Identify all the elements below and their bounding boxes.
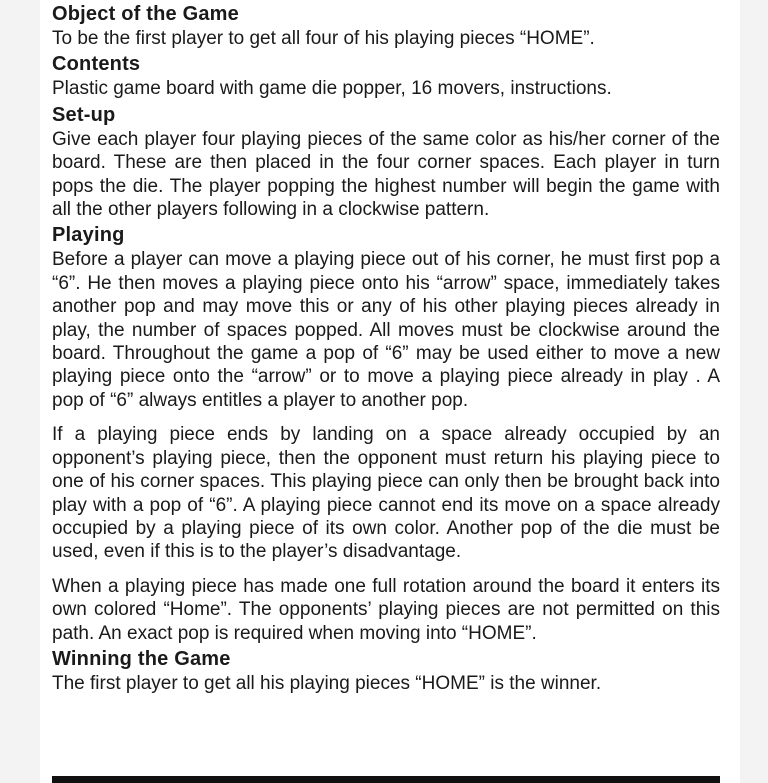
rules-text: [52, 2, 720, 695]
contents-paragraph: Plastic game board with game die popper, 16 movers, instructions.: [52, 78, 612, 100]
object-paragraph: To be the first player to get all four of his playing pieces “HOME”.: [52, 28, 595, 49]
heading-contents: Contents: [52, 53, 141, 76]
heading-playing: Playing: [52, 224, 125, 247]
heading-object: Object of the Game: [52, 3, 239, 25]
instruction-page: [40, 0, 740, 783]
playing-paragraph-2: If a playing piece ends by landing on a space already occupied by an opponent’s playing piece, then the opponent must return his playing piece to one of his corner spaces. This playing piece can only then be brought back into play with a pop of “6”. A playing piece cannot end its move on a space already occupied by a playing piece of its own color. Another pop of the die must be used, even if this is to the player’s disadvantage.: [52, 424, 720, 563]
playing-paragraph-3: When a playing piece has made one full rotation around the board it enters its own colored “Home”. The opponents’ playing pieces are not permitted on this path. An exact pop is required when moving into “HOME”.: [52, 575, 720, 644]
playing-paragraph-1: Before a player can move a playing piece out of his corner, he must first pop a “6”. He then moves a playing piece onto his “arrow” space, immediately takes another pop and may move this or any of his other playing pieces already in play, the number of spaces popped. All moves must be clockwise around the board. Throughout the game a pop of “6” may be used either to move a new playing piece onto the “arrow” or to move a playing piece already in play . A pop of “6” always entitles a player to another pop.: [52, 249, 720, 411]
bottom-rule: [52, 776, 720, 783]
heading-setup: Set-up: [52, 103, 116, 126]
setup-paragraph: Give each player four playing pieces of the same color as his/her corner of the board. These are then placed in the four corner spaces. Each player in turn pops the die. The player popping the highest number will begin the game with all the other players following in a clockwise pattern.: [52, 128, 720, 221]
heading-winning: Winning the Game: [52, 647, 231, 670]
winning-paragraph: The first player to get all his playing pieces “HOME” is the winner.: [52, 672, 602, 694]
